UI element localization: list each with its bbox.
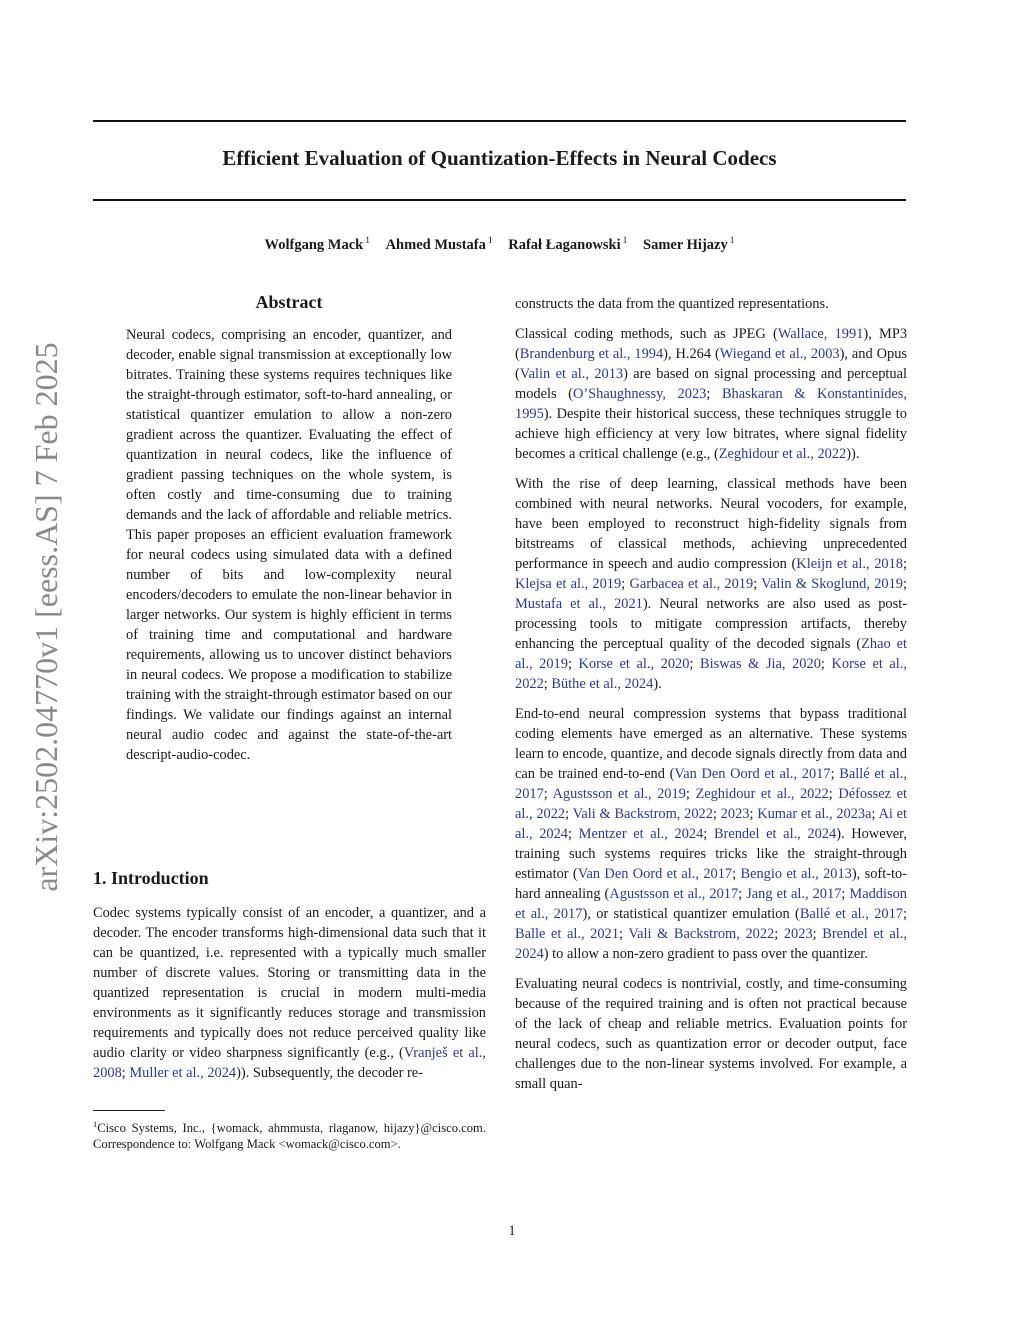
citation-link[interactable]: Bhaskaran & Konstantinides, 1995 xyxy=(515,386,907,422)
paragraph: Evaluating neural codecs is nontrivial, costly, and time-consuming because of the required training and is often not practical because of the lack of cheap and reliable metrics. Evaluation points for neural codecs, such as quantization error or decoder output, face challenges due to the non-linear systems involved. For example, a small quan- xyxy=(515,976,907,1092)
body-text: ), soft-to-hard annealing ( xyxy=(515,866,907,902)
body-text: ; xyxy=(830,766,840,782)
citation-link[interactable]: Muller et al., 2024 xyxy=(129,1065,237,1081)
body-text: Codec systems typically consist of an encoder, a quantizer, and a decoder. The encoder transforms high-dimensional data such that it can be quantized, i.e. represented with a typically much smaller number of discrete values. Storing or transmitting data in the quantized representation is crucial in modern multi-media environments as it significantly reduces storage and transmission requirements and typically does not reduce perceived quality like audio clarity or video sharpness significantly (e.g., ( xyxy=(93,905,486,1061)
citation-link[interactable]: Balle et al., 2021 xyxy=(515,926,619,942)
body-text: ; xyxy=(543,676,552,692)
body-text: With the rise of deep learning, classical methods have been combined with neural networks. Neural vocoders, for example, have been employed to reconstruct high-fidelity signals from bitstreams of classical methods, achieving unprecedented performance in speech and audio compression ( xyxy=(515,476,907,572)
citation-link[interactable]: Valin et al., 2013 xyxy=(519,366,624,382)
body-text: ; xyxy=(902,906,907,922)
body-text: ; xyxy=(706,386,722,402)
body-text: ; xyxy=(121,1065,130,1081)
body-text: ; xyxy=(820,656,832,672)
body-text: ). Despite their historical success, these techniques struggle to achieve high efficiency at very low bitrates, where signal fidelity becomes a critical challenge (e.g., ( xyxy=(515,406,907,462)
citation-link[interactable]: Vali & Backstrom, 2022 xyxy=(572,806,713,822)
body-text: ), MP3 ( xyxy=(515,326,908,362)
paragraph: constructs the data from the quantized representations. xyxy=(515,296,829,312)
body-text: ) are based on signal processing and perceptual models ( xyxy=(515,366,907,402)
right-column xyxy=(515,294,907,1104)
citation-link[interactable]: Agustsson et al., 2017 xyxy=(609,886,739,902)
abstract-text: Neural codecs, comprising an encoder, quantizer, and decoder, enable signal transmission at exceptionally low bitrates. Training these systems requires techniques like the straight-through estimator, soft-to-hard annealing, or statistical quantizer emulation to allow a non-zero gradient across the quantizer. Evaluating the effect of quantization in neural codecs, like the influence of gradient passing techniques on the whole system, is often costly and time-consuming due to training demands and the lack of affordable and reliable metrics. This paper proposes an efficient evaluation framework for neural codecs using simulated data with a defined number of bits and low-complexity neural encoders/decoders to emulate the non-linear behavior in larger networks. Our system is highly efficient in terms of training time and computational and hardware requirements, allowing us to uncover distinct behaviors in neural codecs. We propose a modification to stabilize training with the straight-through estimator based on our findings. We validate our findings against an internal neural audio codec and against the state-of-the-art descript-audio-codec. xyxy=(126,327,452,763)
citation-link[interactable]: Klejsa et al., 2019 xyxy=(515,576,622,592)
citation-link[interactable]: Büthe et al., 2024 xyxy=(551,676,654,692)
body-text: ; xyxy=(774,926,784,942)
citation-link[interactable]: Van Den Oord et al., 2017 xyxy=(674,766,831,782)
citation-link[interactable]: Défossez et al., 2022 xyxy=(515,786,907,822)
footnote-rule xyxy=(93,1110,165,1111)
footnote xyxy=(93,1116,486,1152)
body-text: ; xyxy=(903,556,907,572)
citation-link[interactable]: Ballé et al., 2017 xyxy=(799,906,903,922)
body-text: ; xyxy=(828,786,839,802)
paragraph xyxy=(515,324,907,464)
citation-link[interactable]: Zhao et al., 2019 xyxy=(515,636,907,672)
body-text: ; xyxy=(753,576,762,592)
author-name: Wolfgang Mack xyxy=(264,236,364,253)
citation-link[interactable]: Jang et al., 2017 xyxy=(746,886,842,902)
body-text: ). However, training such systems requires tricks like the straight-through estimator ( xyxy=(515,826,907,882)
citation-link[interactable]: 2023 xyxy=(783,926,813,942)
citation-link[interactable]: Agustsson et al., 2019 xyxy=(552,786,686,802)
citation-link[interactable]: Korse et al., 2022 xyxy=(515,656,907,692)
introduction-paragraph xyxy=(93,903,486,1083)
body-text: ; xyxy=(565,806,573,822)
citation-link[interactable]: Valin & Skoglund, 2019 xyxy=(761,576,903,592)
citation-link[interactable]: 2023 xyxy=(720,806,750,822)
title-rule-bottom xyxy=(93,199,906,201)
body-text: ; xyxy=(712,806,721,822)
citation-link[interactable]: Vali & Backstrom, 2022 xyxy=(628,926,775,942)
body-text: ; xyxy=(568,826,579,842)
body-text: )). xyxy=(846,446,860,462)
page-number: 1 xyxy=(508,1223,516,1239)
citation-link[interactable]: Brandenburg et al., 1994 xyxy=(519,346,664,362)
body-text: End-to-end neural compression systems that bypass traditional coding elements have emerged as an alternative. These systems learn to encode, quantize, and decode signals directly from data and can be trained end-to-end ( xyxy=(515,706,907,782)
body-text: ; xyxy=(621,576,630,592)
citation-link[interactable]: Brendel et al., 2024 xyxy=(713,826,837,842)
body-text: ; xyxy=(902,576,907,592)
affiliation-mark: 1 xyxy=(729,236,735,246)
author-list xyxy=(93,236,906,254)
body-text: ; xyxy=(567,656,579,672)
section-heading-introduction: 1. Introduction xyxy=(93,868,209,888)
citation-link[interactable]: Garbacea et al., 2019 xyxy=(629,576,754,592)
paragraph xyxy=(515,704,907,964)
citation-link[interactable]: Ai et al., 2024 xyxy=(515,806,908,842)
footnote-text: Cisco Systems, Inc., {womack, ahmmusta, rlaganow, hijazy}@cisco.com. Correspondence to: Wolfgang Mack <womack@cisco.com>. xyxy=(93,1121,486,1152)
body-text: ). Neural networks are also used as post-processing tools to mitigate compression artifacts, thereby enhancing the perceptual quality of the decoded signals ( xyxy=(515,596,907,652)
citation-link[interactable]: O’Shaughnessy, 2023 xyxy=(572,386,707,402)
body-text: ; xyxy=(685,786,696,802)
citation-link[interactable]: Korse et al., 2020 xyxy=(578,656,690,672)
arxiv-identifier-stamp[interactable]: arXiv:2502.04770v1 [eess.AS] 7 Feb 2025 xyxy=(28,342,64,892)
body-text: ; xyxy=(749,806,758,822)
citation-link[interactable]: Vranješ et al., 2008 xyxy=(93,1045,486,1081)
citation-link[interactable]: Ballé et al., 2017 xyxy=(515,766,908,802)
body-text: Classical coding methods, such as JPEG ( xyxy=(515,326,778,342)
author xyxy=(508,236,627,254)
citation-link[interactable]: Maddison et al., 2017 xyxy=(515,886,907,922)
citation-link[interactable]: Zeghidour et al., 2022 xyxy=(718,446,847,462)
citation-link[interactable]: Van Den Oord et al., 2017 xyxy=(577,866,733,882)
affiliation-mark: 1 xyxy=(622,236,628,246)
paragraph xyxy=(515,474,907,694)
body-text: ; xyxy=(703,826,714,842)
body-text: ; xyxy=(841,886,850,902)
body-text: ; xyxy=(871,806,879,822)
affiliation-mark: 1 xyxy=(365,236,370,246)
title-rule-top xyxy=(93,120,906,122)
body-text: ; xyxy=(543,786,553,802)
body-text: ). xyxy=(653,676,662,692)
abstract-heading: Abstract xyxy=(255,292,323,312)
author xyxy=(643,236,734,254)
body-text: ; xyxy=(689,656,701,672)
body-text: ; xyxy=(812,926,823,942)
body-text: )). Subsequently, the decoder re- xyxy=(236,1065,423,1081)
body-text: ; xyxy=(618,926,629,942)
author xyxy=(265,236,370,254)
citation-link[interactable]: Kleijn et al., 2018 xyxy=(796,556,903,572)
author-name: Rafał Łaganowski xyxy=(508,236,621,253)
citation-link[interactable]: Mentzer et al., 2024 xyxy=(578,826,704,842)
body-text: ; xyxy=(732,866,741,882)
citation-link[interactable]: Bengio et al., 2013 xyxy=(740,866,852,882)
citation-link[interactable]: Wiegand et al., 2003 xyxy=(719,346,840,362)
citation-link[interactable]: Biswas & Jia, 2020 xyxy=(700,656,821,672)
citation-link[interactable]: Mustafa et al., 2021 xyxy=(515,596,643,612)
affiliation-mark: 1 xyxy=(487,236,493,246)
citation-link[interactable]: Brendel et al., 2024 xyxy=(515,926,907,962)
body-text: ), or statistical quantizer emulation ( xyxy=(582,906,800,922)
body-text: ), and Opus ( xyxy=(515,346,907,382)
author xyxy=(386,236,493,254)
citation-link[interactable]: Kumar et al., 2023a xyxy=(757,806,872,822)
citation-link[interactable]: Wallace, 1991 xyxy=(777,326,864,342)
citation-link[interactable]: Zeghidour et al., 2022 xyxy=(695,786,829,802)
footnote-mark: 1 xyxy=(93,1119,98,1129)
body-text: ) to allow a non-zero gradient to pass over the quantizer. xyxy=(543,946,868,962)
body-text: ), H.264 ( xyxy=(663,346,720,362)
author-name: Samer Hijazy xyxy=(643,236,728,253)
paper-title: Efficient Evaluation of Quantization-Effects in Neural Codecs xyxy=(222,146,777,170)
author-name: Ahmed Mustafa xyxy=(385,236,486,253)
body-text: ; xyxy=(738,886,747,902)
